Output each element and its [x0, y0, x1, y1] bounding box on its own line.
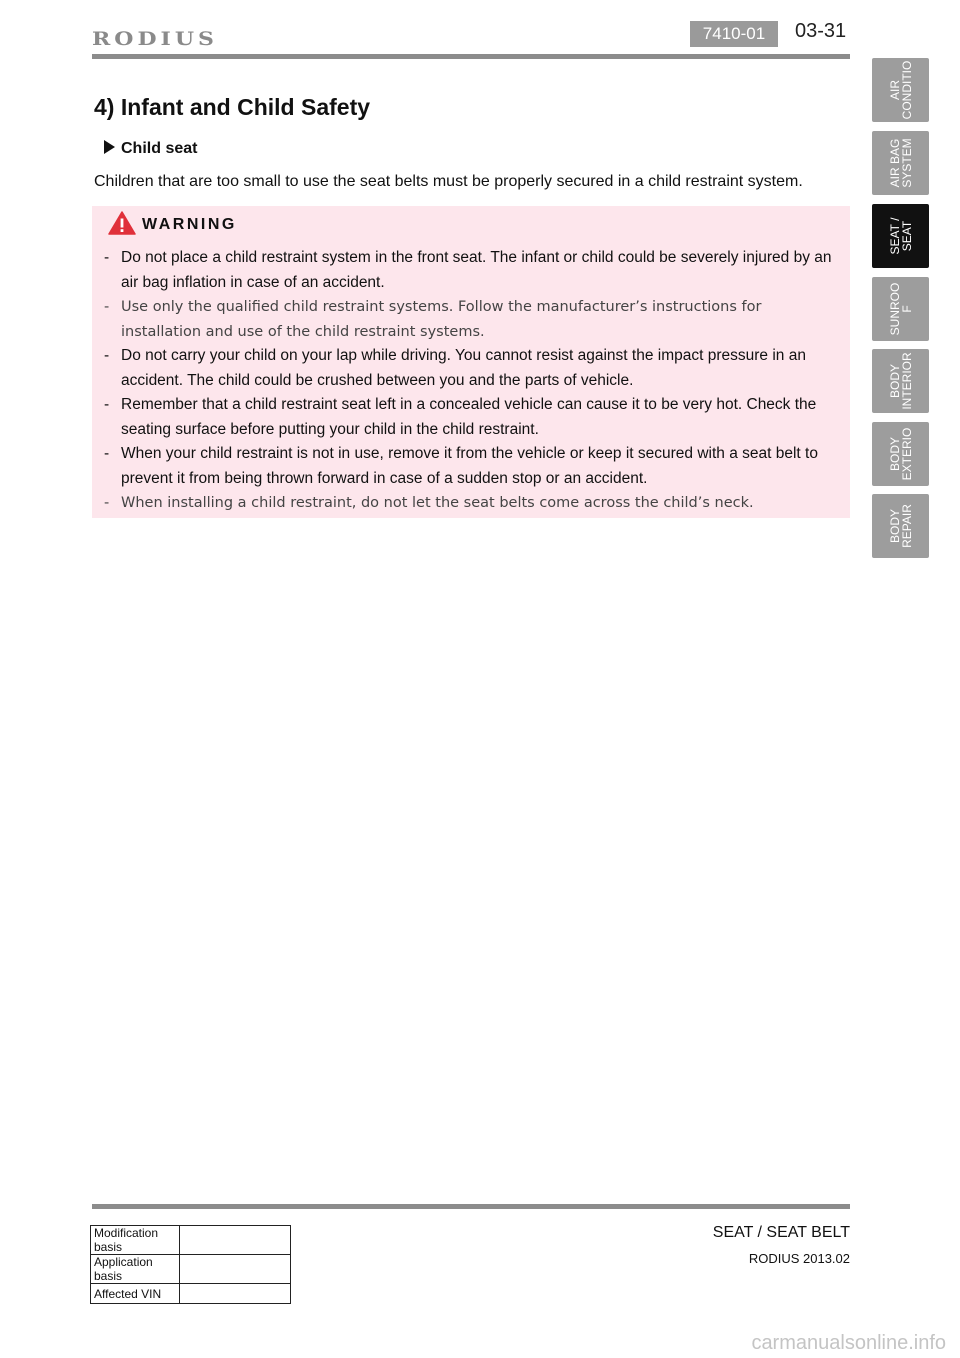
- watermark: carmanualsonline.info: [751, 1332, 946, 1354]
- table-cell: Modification basis: [91, 1226, 180, 1255]
- list-item: - When installing a child restraint, do not let the seat belts come across the child’s neck.: [104, 495, 754, 511]
- page-number: 03-31: [795, 20, 847, 42]
- section-code-badge: 7410-01: [690, 21, 778, 47]
- table-row: [91, 1226, 291, 1255]
- section-title: 4) Infant and Child Safety: [94, 94, 371, 120]
- tab-air-bag-system[interactable]: AIR BAG SYSTEM: [872, 131, 929, 195]
- list-item: - Use only the qualified child restraint systems. Follow the manufacturer’s instructions for installation and use of the child restraint systems.: [104, 299, 762, 340]
- list-item: - Remember that a child restraint seat left in a concealed vehicle can cause it to be very hot. Check the seating surface before putting your child in the child restraint.: [104, 396, 817, 438]
- intro-text: Children that are too small to use the seat belts must be properly secured in a child restraint system.: [94, 173, 803, 190]
- tab-air-conditioning[interactable]: AIR CONDITIO: [872, 58, 929, 122]
- subhead-text: Child seat: [121, 140, 198, 157]
- footer-title: SEAT / SEAT BELT: [712, 1224, 850, 1241]
- triangle-bullet-icon: [104, 140, 115, 154]
- footer-rule: [92, 1204, 850, 1209]
- brand-logo: RODIUS: [92, 27, 218, 51]
- table-cell: Application basis: [91, 1255, 180, 1284]
- table-cell: [180, 1284, 291, 1304]
- warning-triangle-icon: [108, 211, 136, 235]
- tab-sunroof[interactable]: SUNROO F: [872, 277, 929, 341]
- table-cell: [180, 1226, 291, 1255]
- subhead: [104, 140, 197, 158]
- tab-body-interior[interactable]: BODY INTERIOR: [872, 349, 929, 413]
- table-cell: Affected VIN: [91, 1284, 180, 1304]
- warning-list: [104, 246, 840, 516]
- table-row: [91, 1255, 291, 1284]
- table-cell: [180, 1255, 291, 1284]
- tab-body-exterior[interactable]: BODY EXTERIO: [872, 422, 929, 486]
- list-item: - When your child restraint is not in use, remove it from the vehicle or keep it secured with a seat belt to prevent it from being thrown forward in case of a sudden stop or an accident.: [104, 445, 818, 487]
- footer-subtitle: RODIUS 2013.02: [748, 1251, 850, 1266]
- basis-table: [90, 1225, 291, 1304]
- header-rule: [92, 54, 850, 59]
- list-item: - Do not carry your child on your lap while driving. You cannot resist against the impact pressure in an accident. The child could be crushed between you and the parts of vehicle.: [104, 347, 806, 389]
- table-row: [91, 1284, 291, 1304]
- tab-body-repair[interactable]: BODY REPAIR: [872, 494, 929, 558]
- warning-label: WARNING: [142, 216, 237, 233]
- list-item: - Do not place a child restraint system in the front seat. The infant or child could be severely injured by an air bag inflation in case of an accident.: [104, 249, 832, 291]
- tab-seat[interactable]: SEAT / SEAT: [872, 204, 929, 268]
